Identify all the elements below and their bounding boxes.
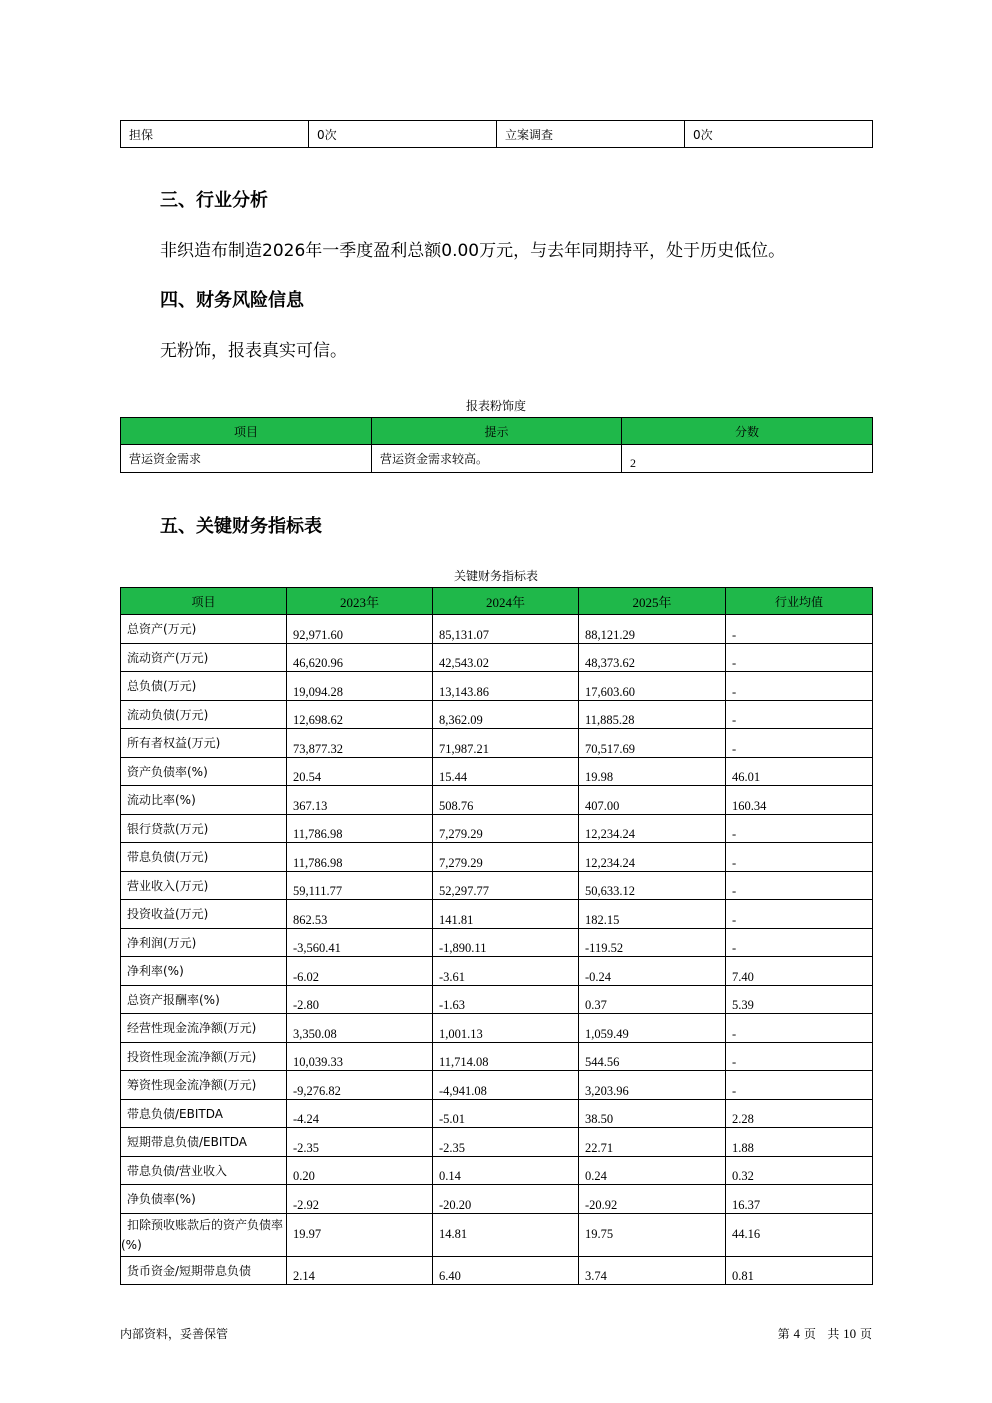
industry-average-cell: 44.16 (726, 1213, 873, 1256)
value-2023-cell: 3,350.08 (287, 1014, 433, 1043)
risk-score-cell: 2 (622, 445, 873, 473)
column-header-item: 项目 (121, 588, 287, 615)
value-2023-cell: 73,877.32 (287, 729, 433, 758)
indicator-name-cell: 净利润(万元) (121, 928, 287, 957)
value-2023-cell: -2.92 (287, 1185, 433, 1214)
indicator-name-cell: 净负债率(%) (121, 1185, 287, 1214)
value-2024-cell: 0.14 (433, 1156, 579, 1185)
value-2024-cell: 6.40 (433, 1256, 579, 1285)
indicator-name-cell: 流动负债(万元) (121, 700, 287, 729)
table-row (121, 615, 873, 644)
industry-average-cell: - (726, 672, 873, 701)
indicator-name-cell: 带息负债(万元) (121, 843, 287, 872)
industry-average-cell: 160.34 (726, 786, 873, 815)
section-heading-industry-analysis: 三、行业分析 (160, 190, 268, 211)
value-2025-cell: 3,203.96 (579, 1071, 726, 1100)
table-row (121, 1128, 873, 1157)
value-2023-cell: 11,786.98 (287, 814, 433, 843)
value-2023-cell: -4.24 (287, 1099, 433, 1128)
table-row (121, 871, 873, 900)
table-row (121, 757, 873, 786)
page-prefix: 第 (777, 1327, 790, 1341)
value-2025-cell: 19.75 (579, 1213, 726, 1256)
risk-table (120, 417, 873, 473)
value-2024-cell: 7,279.29 (433, 814, 579, 843)
table-row (121, 1071, 873, 1100)
industry-average-cell: - (726, 871, 873, 900)
column-header-industry-average: 行业均值 (726, 588, 873, 615)
value-2024-cell: -2.35 (433, 1128, 579, 1157)
industry-average-cell: - (726, 615, 873, 644)
value-2023-cell: 92,971.60 (287, 615, 433, 644)
kpi-table-body (121, 615, 873, 1285)
industry-average-cell: - (726, 1071, 873, 1100)
table-row (121, 1256, 873, 1285)
value-2023-cell: -9,276.82 (287, 1071, 433, 1100)
indicator-name-cell: 经营性现金流净额(万元) (121, 1014, 287, 1043)
industry-average-cell: - (726, 928, 873, 957)
value-2023-cell: -2.80 (287, 985, 433, 1014)
value-2023-cell: 2.14 (287, 1256, 433, 1285)
value-2024-cell: 1,001.13 (433, 1014, 579, 1043)
column-header-2024: 2024年 (433, 588, 579, 615)
table-row (121, 672, 873, 701)
table-row (121, 814, 873, 843)
value-2023-cell: 367.13 (287, 786, 433, 815)
industry-average-cell: - (726, 843, 873, 872)
total-prefix: 共 (827, 1327, 840, 1341)
value-2023-cell: 12,698.62 (287, 700, 433, 729)
value-2024-cell: 14.81 (433, 1213, 579, 1256)
value-2025-cell: 1,059.49 (579, 1014, 726, 1043)
value-2024-cell: 508.76 (433, 786, 579, 815)
value-2025-cell: 182.15 (579, 900, 726, 929)
value-2025-cell: -0.24 (579, 957, 726, 986)
value-2023-cell: 0.20 (287, 1156, 433, 1185)
value-2023-cell: 10,039.33 (287, 1042, 433, 1071)
column-header-2023: 2023年 (287, 588, 433, 615)
value-2024-cell: 141.81 (433, 900, 579, 929)
indicator-name-cell: 银行贷款(万元) (121, 814, 287, 843)
value-2023-cell: 20.54 (287, 757, 433, 786)
industry-average-cell: 0.81 (726, 1256, 873, 1285)
value-2025-cell: -119.52 (579, 928, 726, 957)
value-2024-cell: 71,987.21 (433, 729, 579, 758)
investigation-label: 立案调查 (497, 121, 685, 148)
industry-average-cell: - (726, 1014, 873, 1043)
industry-average-cell: 5.39 (726, 985, 873, 1014)
value-2025-cell: 3.74 (579, 1256, 726, 1285)
investigation-value: 0次 (685, 121, 873, 148)
value-2024-cell: 8,362.09 (433, 700, 579, 729)
value-2023-cell: 11,786.98 (287, 843, 433, 872)
table-row (121, 643, 873, 672)
page-current: 4 (793, 1326, 801, 1341)
value-2025-cell: 0.37 (579, 985, 726, 1014)
value-2024-cell: -20.20 (433, 1185, 579, 1214)
total-unit: 页 (859, 1327, 872, 1341)
value-2025-cell: 12,234.24 (579, 814, 726, 843)
indicator-name-cell: 所有者权益(万元) (121, 729, 287, 758)
industry-average-cell: 1.88 (726, 1128, 873, 1157)
column-header-score: 分数 (622, 418, 873, 445)
value-2025-cell: 0.24 (579, 1156, 726, 1185)
page-unit: 页 (803, 1327, 816, 1341)
indicator-name-cell: 营业收入(万元) (121, 871, 287, 900)
value-2025-cell: 12,234.24 (579, 843, 726, 872)
industry-average-cell: 2.28 (726, 1099, 873, 1128)
value-2024-cell: -4,941.08 (433, 1071, 579, 1100)
industry-average-cell: 0.32 (726, 1156, 873, 1185)
value-2024-cell: 11,714.08 (433, 1042, 579, 1071)
indicator-name-cell: 资产负债率(%) (121, 757, 287, 786)
value-2025-cell: -20.92 (579, 1185, 726, 1214)
value-2025-cell: 11,885.28 (579, 700, 726, 729)
value-2025-cell: 544.56 (579, 1042, 726, 1071)
table-row (121, 928, 873, 957)
guarantee-label: 担保 (121, 121, 309, 148)
industry-average-cell: 16.37 (726, 1185, 873, 1214)
table-row (121, 121, 873, 148)
indicator-name-cell: 流动比率(%) (121, 786, 287, 815)
industry-average-cell: - (726, 643, 873, 672)
indicator-name-cell: 总资产(万元) (121, 615, 287, 644)
risk-table-caption: 报表粉饰度 (465, 399, 526, 413)
table-row (121, 700, 873, 729)
industry-average-cell: - (726, 814, 873, 843)
value-2025-cell: 38.50 (579, 1099, 726, 1128)
indicator-name-cell: 带息负债/EBITDA (121, 1099, 287, 1128)
value-2025-cell: 19.98 (579, 757, 726, 786)
value-2025-cell: 50,633.12 (579, 871, 726, 900)
table-row (121, 900, 873, 929)
indicator-name-cell: 总资产报酬率(%) (121, 985, 287, 1014)
top-summary-table (120, 120, 873, 148)
value-2025-cell: 88,121.29 (579, 615, 726, 644)
value-2025-cell: 70,517.69 (579, 729, 726, 758)
kpi-table (120, 587, 873, 1285)
value-2024-cell: 7,279.29 (433, 843, 579, 872)
risk-hint-cell: 营运资金需求较高。 (372, 445, 622, 473)
value-2024-cell: -1,890.11 (433, 928, 579, 957)
table-row (121, 1014, 873, 1043)
table-header-row (121, 588, 873, 615)
column-header-hint: 提示 (372, 418, 622, 445)
table-row (121, 1156, 873, 1185)
risk-item-cell: 营运资金需求 (121, 445, 372, 473)
guarantee-value: 0次 (309, 121, 497, 148)
industry-average-cell: - (726, 700, 873, 729)
table-row (121, 985, 873, 1014)
indicator-name-cell: 货币资金/短期带息负债 (121, 1256, 287, 1285)
industry-average-cell: - (726, 729, 873, 758)
industry-average-cell: 46.01 (726, 757, 873, 786)
indicator-name-cell: 扣除预收账款后的资产负债率(%) (121, 1213, 287, 1256)
value-2025-cell: 17,603.60 (579, 672, 726, 701)
indicator-name-cell: 短期带息负债/EBITDA (121, 1128, 287, 1157)
indicator-name-cell: 净利率(%) (121, 957, 287, 986)
industry-analysis-text: 非织造布制造2026年一季度盈利总额0.00万元，与去年同期持平，处于历史低位。 (160, 241, 786, 261)
industry-average-cell: 7.40 (726, 957, 873, 986)
indicator-name-cell: 总负债(万元) (121, 672, 287, 701)
value-2023-cell: -2.35 (287, 1128, 433, 1157)
value-2024-cell: -3.61 (433, 957, 579, 986)
table-row (121, 1213, 873, 1256)
industry-average-cell: - (726, 900, 873, 929)
value-2024-cell: 52,297.77 (433, 871, 579, 900)
value-2024-cell: -5.01 (433, 1099, 579, 1128)
table-row (121, 1042, 873, 1071)
indicator-name-cell: 投资性现金流净额(万元) (121, 1042, 287, 1071)
section-heading-key-indicators: 五、关键财务指标表 (160, 516, 322, 537)
value-2023-cell: 19.97 (287, 1213, 433, 1256)
table-row (121, 957, 873, 986)
value-2024-cell: 13,143.86 (433, 672, 579, 701)
indicator-name-cell: 投资收益(万元) (121, 900, 287, 929)
table-row (121, 843, 873, 872)
value-2025-cell: 48,373.62 (579, 643, 726, 672)
column-header-2025: 2025年 (579, 588, 726, 615)
column-header-item: 项目 (121, 418, 372, 445)
footer-confidential-note: 内部资料，妥善保管 (120, 1327, 229, 1341)
value-2024-cell: 42,543.02 (433, 643, 579, 672)
indicator-name-cell: 带息负债/营业收入 (121, 1156, 287, 1185)
indicator-name-cell: 筹资性现金流净额(万元) (121, 1071, 287, 1100)
value-2024-cell: 85,131.07 (433, 615, 579, 644)
table-row (121, 1185, 873, 1214)
financial-risk-text: 无粉饰，报表真实可信。 (160, 341, 347, 361)
value-2023-cell: 19,094.28 (287, 672, 433, 701)
table-row (121, 1099, 873, 1128)
industry-average-cell: - (726, 1042, 873, 1071)
value-2025-cell: 407.00 (579, 786, 726, 815)
table-header-row (121, 418, 873, 445)
value-2023-cell: -3,560.41 (287, 928, 433, 957)
value-2023-cell: -6.02 (287, 957, 433, 986)
indicator-name-cell: 流动资产(万元) (121, 643, 287, 672)
section-heading-financial-risk: 四、财务风险信息 (160, 290, 304, 311)
footer-page-number (778, 1325, 872, 1342)
value-2023-cell: 59,111.77 (287, 871, 433, 900)
table-row (121, 729, 873, 758)
table-row (121, 786, 873, 815)
page-total: 10 (843, 1326, 857, 1341)
value-2024-cell: -1.63 (433, 985, 579, 1014)
value-2025-cell: 22.71 (579, 1128, 726, 1157)
value-2023-cell: 46,620.96 (287, 643, 433, 672)
kpi-table-caption: 关键财务指标表 (453, 569, 538, 583)
table-row (121, 445, 873, 473)
value-2023-cell: 862.53 (287, 900, 433, 929)
value-2024-cell: 15.44 (433, 757, 579, 786)
